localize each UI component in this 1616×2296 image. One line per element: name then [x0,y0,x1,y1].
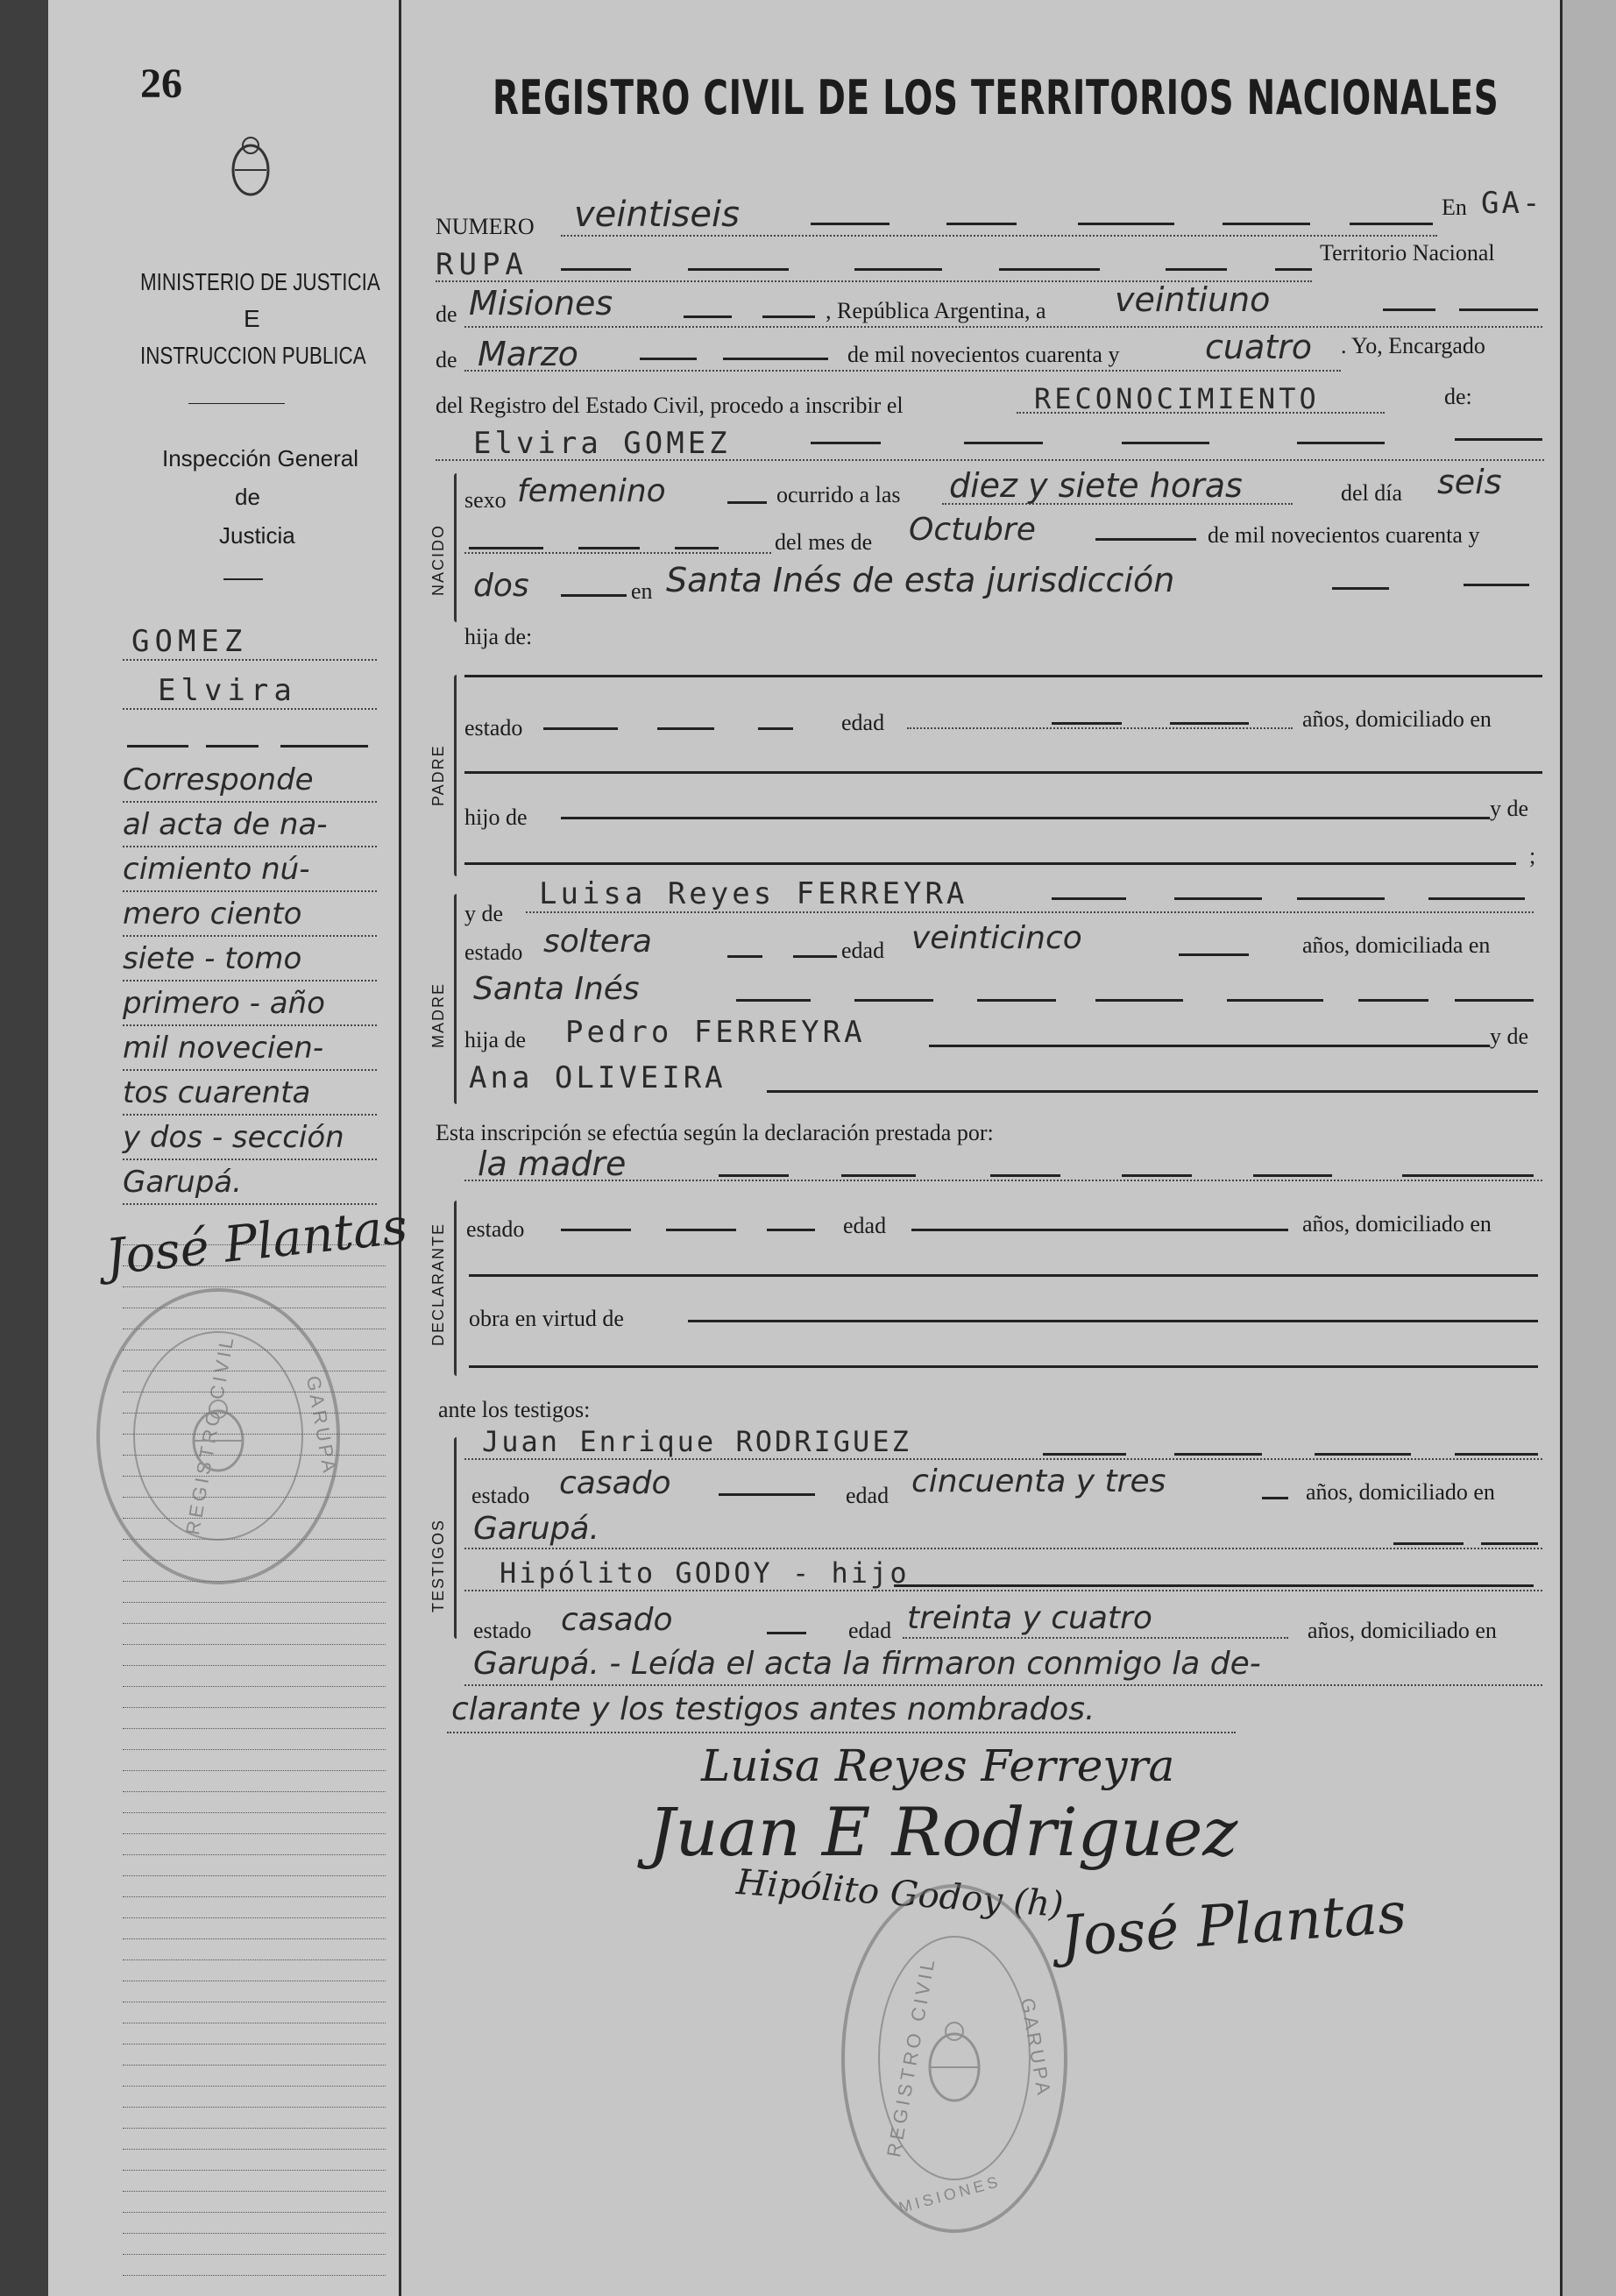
madre-edad-label: edad [841,938,885,963]
dotted-line [123,935,377,937]
dash-row [767,1090,1538,1093]
padre-estado-label: estado [464,715,523,741]
ruled-line [123,1707,386,1708]
dash [688,268,789,271]
ruled-line [123,1602,386,1603]
page-edge [1560,0,1616,2296]
yo-label: . Yo, Encargado [1341,333,1485,358]
birth-year-label: de mil novecientos cuarenta y [1208,522,1480,548]
ruled-line [123,1686,386,1687]
inspection-line1: Inspección General [162,445,359,471]
mother-father: Pedro FERREYRA [565,1015,866,1050]
child-name: Elvira GOMEZ [473,426,731,461]
dash [1078,223,1174,225]
closing-line2: clarante y los testigos antes nombrados. [451,1691,1095,1727]
en-label: En [1442,195,1467,220]
inspection-line3: Justicia [219,522,295,549]
stamp-text: MISIONES [897,2172,1003,2217]
dash-row [464,675,1542,677]
ruled-line [123,1791,386,1792]
year-label: de mil novecientos cuarenta y [847,342,1120,367]
registro-label: del Registro del Estado Civil, procedo a inscribir el [436,393,904,418]
signature-witness2: Hipólito Godoy (h) [734,1862,1065,1925]
margin-note-line: cimiento nú- [123,852,310,887]
dash [1095,538,1196,541]
act-type: RECONOCIMIENTO [1034,382,1320,415]
birth-year-value: dos [473,568,529,604]
dotted-line [464,370,1341,372]
dash-row [894,1584,1534,1587]
madre-y-de2-label: y de [1490,1024,1529,1049]
en-lugar-label: en [631,578,653,604]
dash [1358,999,1428,1002]
dotted-line [464,1180,1542,1181]
dash [841,1174,916,1177]
dotted-line [447,1732,1236,1733]
inscripcion-label: Esta inscripción se efectúa según la declaración prestada por: [436,1120,994,1145]
dash [977,999,1056,1002]
republica-label: , República Argentina, a [826,298,1046,323]
ruled-line [123,2275,386,2276]
dash [1393,1542,1464,1545]
numero-label: NUMERO [436,214,535,239]
dash [469,547,543,549]
day-value: veintiuno [1115,280,1271,319]
dotted-line [464,1590,1542,1591]
dash [1223,223,1310,225]
province-value: Misiones [469,284,613,322]
dash [1043,1453,1126,1456]
place-part2: RUPA [436,247,528,282]
dash [1402,1174,1534,1177]
margin-stamp [96,1288,340,1584]
ruled-line [123,1917,386,1918]
territorio-label: Territorio Nacional [1320,240,1495,266]
birth-day: seis [1437,463,1502,501]
witness2-name: Hipólito GODOY - hijo [500,1556,910,1590]
dash [1455,1453,1538,1456]
witness1-anos-label: años, domiciliado en [1306,1479,1495,1505]
year-value: cuatro [1205,328,1313,366]
mother-estado: soltera [543,924,652,960]
ruled-line [123,2233,386,2234]
margin-note-line: Garupá. [123,1165,242,1200]
side-label-nacido: NACIDO [429,523,447,596]
ministry-line2: E [244,305,260,332]
dash [1464,584,1529,586]
dotted-line [123,1024,377,1026]
ruled-line [123,2212,386,2213]
signature-mother: Luisa Reyes Ferreyra [701,1740,1175,1791]
padre-anos-label: años, domiciliado en [1302,706,1492,732]
testigos-label: ante los testigos: [438,1397,591,1422]
dash [1297,897,1385,900]
dash-row [469,1274,1538,1277]
margin-note-line: tos cuarenta [123,1075,311,1110]
obra-label: obra en virtud de [469,1306,624,1331]
section-brace [454,1201,457,1376]
dash [1170,722,1249,725]
ruled-line [123,2065,386,2066]
hour-value: diez y siete horas [949,466,1243,505]
dash [1227,999,1323,1002]
ruled-line [123,1854,386,1855]
place-part1: GA- [1481,186,1543,221]
official-stamp [841,1884,1067,2233]
dash [561,268,631,271]
dash [543,727,618,730]
side-label-madre: MADRE [429,981,447,1048]
ruled-line [123,2086,386,2087]
dash [280,745,368,748]
ruled-line [123,1623,386,1624]
dash [1455,438,1542,441]
witness2-anos-label: años, domiciliado en [1308,1618,1497,1643]
ruled-line [123,1581,386,1582]
ruled-line [123,1749,386,1750]
dash [1095,999,1183,1002]
hija-de-label: hija de: [464,624,533,649]
witness1-edad: cincuenta y tres [911,1463,1166,1499]
dash [719,1493,815,1496]
dotted-line [123,708,377,710]
margin-note-line: al acta de na- [123,807,328,842]
de-label: de [436,301,457,327]
divider [188,403,285,404]
dash [1383,308,1435,311]
ruled-line [123,2149,386,2150]
page-title: REGISTRO CIVIL DE LOS TERRITORIOS NACIONALES [493,70,1499,125]
declarante-anos-label: años, domiciliado en [1302,1211,1492,1237]
dash [964,442,1043,444]
dotted-line [123,1159,377,1160]
dash [811,442,881,444]
dash [811,223,890,225]
dash [684,315,732,318]
dash [1253,1174,1332,1177]
dash-row [688,1320,1538,1322]
stamp-emblem-icon [183,1397,253,1476]
dash [1166,268,1227,271]
mother-domicilio: Santa Inés [473,971,640,1007]
witness1-domicilio: Garupá. [473,1511,599,1547]
dash [736,999,811,1002]
witness1-estado: casado [559,1465,671,1501]
stamp-text: GARUPA [1016,1995,1056,2100]
ruled-line [123,1959,386,1960]
margin-note-line: primero - año [123,986,325,1021]
dotted-line [123,659,377,661]
ruled-line [123,2191,386,2192]
declarante-edad-label: edad [843,1213,887,1238]
witness1-estado-label: estado [471,1483,530,1508]
madre-estado-label: estado [464,939,523,965]
ruled-line [123,1812,386,1813]
birth-month: Octubre [909,512,1036,548]
stamp-text: REGISTRO CIVIL [181,1332,238,1537]
side-label-declarante: DECLARANTE [429,1222,447,1346]
witness2-edad: treinta y cuatro [907,1600,1152,1636]
de-label: de [436,347,457,372]
dash [762,315,815,318]
dash-row [911,1229,1288,1231]
dotted-line [907,727,1293,729]
margin-note-line: mil novecien- [123,1031,324,1066]
dash-row [464,771,1542,774]
ruled-line [123,1938,386,1939]
dash [1332,587,1389,590]
dotted-line [464,1458,1542,1460]
padre-hijo-de-label: hijo de [464,804,528,830]
dash [719,1174,789,1177]
ministry-line1: MINISTERIO DE JUSTICIA [140,268,380,295]
dash-row [561,817,1490,819]
stamp-text: REGISTRO CIVIL [882,1954,939,2159]
dotted-line [464,552,771,554]
birth-place: Santa Inés de esta jurisdicción [666,561,1175,599]
ruled-line [123,1833,386,1834]
declarante-estado-label: estado [466,1216,525,1242]
witness2-edad-label: edad [848,1618,892,1643]
dash [767,1229,815,1231]
dash [1350,223,1433,225]
margin-surname: GOMEZ [131,624,248,659]
side-label-testigos: TESTIGOS [429,1518,447,1612]
dash [727,955,762,958]
dash [758,727,793,730]
ocurrido-label: ocurrido a las [776,482,901,507]
dotted-line [123,1069,377,1071]
dash [946,223,1017,225]
dash [723,358,828,360]
dash [1481,1542,1538,1545]
dotted-line [464,326,1542,328]
dash [1297,442,1385,444]
dash [1262,1497,1288,1499]
dotted-line [123,801,377,803]
sexo-label: sexo [464,487,507,513]
ruled-line [123,1896,386,1897]
dash [127,745,188,748]
dotted-line [123,980,377,981]
dash-row [929,1045,1490,1047]
dotted-line [464,1684,1542,1686]
margin-note-line: y dos - sección [123,1120,344,1155]
dash [657,727,714,730]
dotted-line [123,890,377,892]
witness1-name: Juan Enrique RODRIGUEZ [482,1425,911,1458]
dash [727,501,767,504]
dash [206,745,259,748]
margin-note-line: mero ciento [123,896,302,932]
dash [1315,1453,1411,1456]
dash [640,358,697,360]
coat-of-arms-icon [226,131,275,202]
ruled-line [123,1728,386,1729]
margin-signature: José Plantas [103,1198,410,1286]
mother-edad: veinticinco [911,920,1082,956]
del-mes-label: del mes de [775,529,873,555]
page-number: 26 [140,60,182,107]
ruled-line [123,2254,386,2255]
ministry-line3: INSTRUCCION PUBLICA [140,342,366,369]
side-label-padre: PADRE [429,744,447,806]
witness2-estado: casado [561,1602,673,1638]
ruled-line [123,1286,386,1287]
margin-note-line: Corresponde [123,762,314,797]
madre-hija-de-label: hija de [464,1027,527,1052]
dotted-line [1017,412,1385,414]
dotted-line [903,1637,1288,1639]
mother-mother: Ana OLIVEIRA [469,1060,726,1095]
signature-witness1: Juan E Rodriguez [649,1793,1238,1871]
del-dia-label: del día [1341,480,1403,506]
declarant: la madre [478,1144,627,1183]
dotted-line [123,846,377,847]
dash [990,1174,1060,1177]
dash [854,268,942,271]
section-brace [454,675,457,876]
dash [793,955,837,958]
dash [1122,1174,1192,1177]
dotted-line [436,459,1544,461]
padre-y-de-label: y de [1490,796,1529,821]
section-brace [454,473,457,622]
dotted-line [942,503,1293,505]
dash [561,594,627,597]
dash [767,1632,806,1634]
dash [578,547,640,549]
dotted-line [561,235,1437,237]
dash-row [469,1365,1538,1368]
month-value: Marzo [478,335,578,373]
signature-registrar: José Plantas [1058,1881,1408,1970]
dash [1455,999,1534,1002]
dash [1052,722,1122,725]
semicolon: ; [1529,843,1536,868]
witness1-edad-label: edad [846,1483,890,1508]
ruled-line [123,2107,386,2108]
dash [854,999,933,1002]
margin-note-line: siete - tomo [123,941,302,976]
dotted-line [464,1548,1542,1549]
dash [999,268,1100,271]
dash [1428,897,1525,900]
ruled-line [123,2128,386,2129]
ruled-line [123,1665,386,1666]
inspection-line2: de [235,484,260,510]
dash [1052,897,1126,900]
divider [223,578,263,580]
dotted-line [526,911,1534,913]
stamp-text: GARUPA [301,1373,342,1478]
closing-line1: Garupá. - Leída el acta la firmaron conmigo la de- [473,1646,1261,1682]
dash [1174,1453,1262,1456]
dash [1179,953,1249,956]
witness2-estado-label: estado [473,1618,532,1643]
dash [1459,308,1538,311]
dash [1174,897,1262,900]
madre-y-de-label: y de [464,901,504,926]
ruled-line [123,1875,386,1876]
dash [675,547,719,549]
ruled-line [123,1770,386,1771]
ruled-line [123,2170,386,2171]
dash [1122,442,1209,444]
ruled-line [123,1644,386,1645]
mother-name: Luisa Reyes FERREYRA [539,876,968,911]
section-brace [454,1437,457,1639]
de-colon-label: de: [1444,384,1472,409]
dash [1275,268,1312,271]
dash [561,1229,631,1231]
margin-given-name: Elvira [158,673,297,708]
dash-row [464,862,1516,865]
dotted-line [123,1114,377,1116]
padre-edad-label: edad [841,710,885,735]
stamp-emblem-icon [919,2019,989,2107]
section-brace [454,894,457,1104]
madre-anos-label: años, domiciliada en [1302,932,1491,958]
dash [666,1229,736,1231]
sexo-value: femenino [517,473,666,509]
numero-value: veintiseis [574,195,740,235]
